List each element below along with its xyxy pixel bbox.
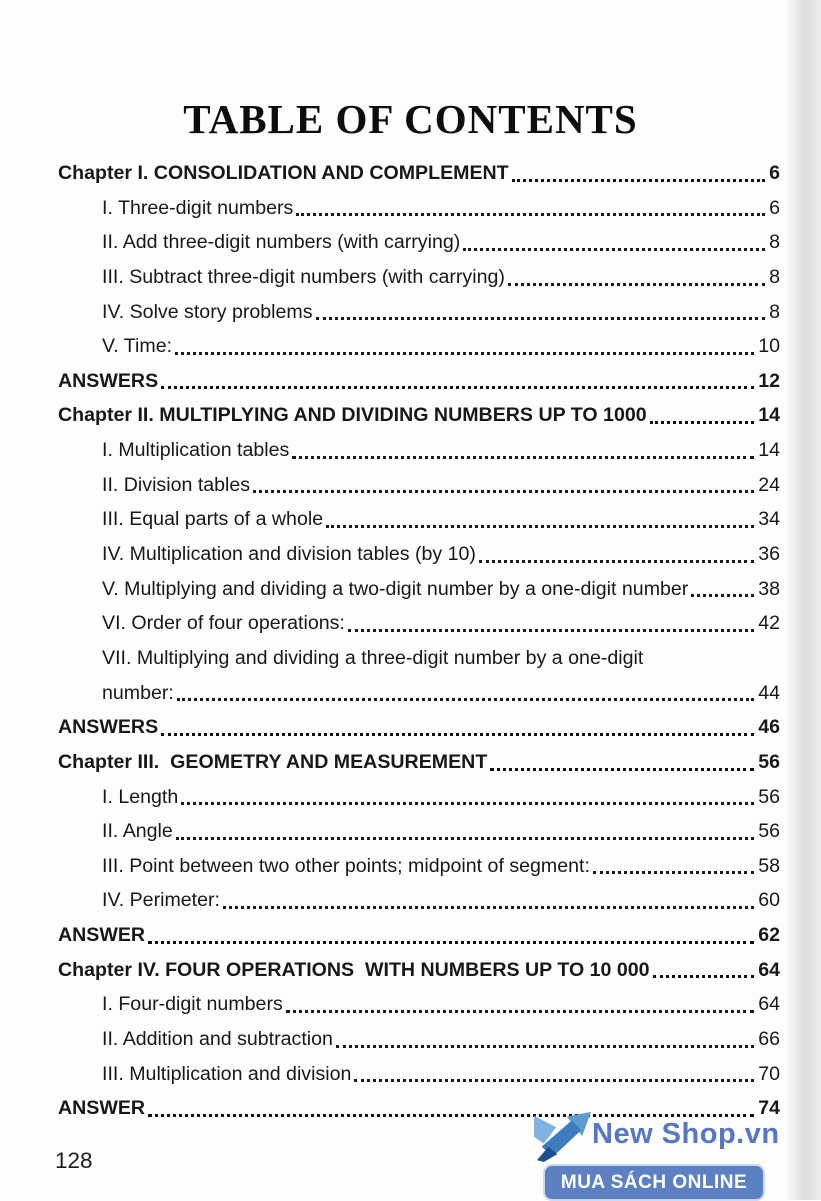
toc-entry-item [58,1022,780,1057]
toc-entry-item [58,191,780,226]
toc-entry-label: IV. Solve story problems [102,300,313,323]
dot-leader [650,421,755,424]
toc-entry-page-number: 36 [758,543,780,566]
toc-entry-item [58,676,780,711]
dot-leader [175,352,754,355]
toc-entry-chapter [58,156,780,191]
toc-entry-label: II. Add three-digit numbers (with carrying) [102,231,461,254]
dot-leader [181,802,754,805]
toc-entry-page-number: 6 [769,196,780,219]
newshop-watermark [530,1104,800,1200]
toc-entry-label: ANSWERS [58,716,159,739]
folio-page-number: 128 [55,1148,93,1173]
toc-entry-chapter [58,398,780,433]
newshop-arrow-icon [534,1108,592,1162]
dot-leader [479,560,754,563]
dot-leader [512,179,765,182]
toc-entry-label: I. Multiplication tables [102,439,290,462]
toc-entry-answers [58,710,780,745]
toc-entry-label: number: [102,681,174,704]
toc-entry-page-number: 24 [758,473,780,496]
toc-entry-item [58,883,780,918]
toc-entry-page-number: 10 [758,335,780,358]
dot-leader [286,1010,754,1013]
dot-leader [253,490,754,493]
toc-entry-answers [58,364,780,399]
toc-entry-label: III. Subtract three-digit numbers (with carrying) [102,265,505,288]
dot-leader [593,871,754,874]
mua-sach-online-button: MUA SÁCH ONLINE [543,1164,765,1201]
dot-leader [177,698,754,701]
toc-entry-item [58,780,780,815]
toc-entry-page-number: 56 [758,820,780,843]
dot-leader [161,386,754,389]
toc-entry-label: Chapter I. CONSOLIDATION AND COMPLEMENT [58,162,509,184]
toc-entry-item [58,433,780,468]
page-title: TABLE OF CONTENTS [183,96,638,143]
toc-entry-page-number: 58 [758,854,780,877]
toc-entry-page-number: 8 [769,265,780,288]
dot-leader [508,283,765,286]
dot-leader [653,975,755,978]
toc-entry-page-number: 70 [758,1062,780,1085]
scan-edge-shadow [785,0,821,1200]
dot-leader [348,629,754,632]
toc-entry-page-number: 56 [758,785,780,808]
dot-leader [691,594,754,597]
toc-entry-page-number: 42 [758,612,780,635]
toc-entry-page-number: 46 [758,716,780,739]
toc-entry-label: V. Multiplying and dividing a two-digit number by a one-digit number [102,577,689,600]
dot-leader [223,906,754,909]
toc-entry-label: III. Point between two other points; midpoint of segment: [102,854,590,877]
dot-leader [326,525,754,528]
toc-entry-page-number: 8 [769,231,780,254]
toc-entry-page-number: 38 [758,577,780,600]
toc-entry-page-number: 8 [769,300,780,323]
toc-entry-item [58,572,780,607]
toc-entry-label: II. Angle [102,820,173,843]
toc-entry-item [58,295,780,330]
toc-entry-label: I. Four-digit numbers [102,993,283,1016]
toc-entry-item [58,502,780,537]
toc-entry-page-number: 64 [758,993,780,1016]
toc-entry-page-number: 44 [758,681,780,704]
dot-leader [176,837,754,840]
toc-entry-label: IV. Multiplication and division tables (by 10) [102,543,476,566]
toc-entry-item [58,849,780,884]
dot-leader [336,1045,754,1048]
toc-entry-label: Chapter III. GEOMETRY AND MEASUREMENT [58,750,488,773]
toc-entry-page-number: 74 [758,1097,780,1120]
toc-entry-label: II. Division tables [102,473,251,496]
toc-entry-label: I. Three-digit numbers [102,196,294,219]
dot-leader [161,733,754,736]
toc-entry-label: ANSWER [58,1097,146,1120]
toc-entry-page-number: 64 [758,958,780,981]
dot-leader [296,213,765,216]
toc-entry-item [58,641,780,676]
toc-entry-page-number: 62 [758,924,780,947]
dot-leader [316,317,766,320]
toc-entry-chapter [58,953,780,988]
toc-entry-page-number: 14 [758,404,780,427]
toc-entry-item [58,987,780,1022]
toc-entry-item [58,814,780,849]
toc-entry-item [58,1057,780,1092]
dot-leader [292,456,754,459]
toc-entry-label: V. Time: [102,335,173,358]
toc-entry-item [58,329,780,364]
toc-entry-label: IV. Perimeter: [102,889,220,912]
toc-entry-label: Chapter IV. FOUR OPERATIONS WITH NUMBERS UP TO 10 000 [58,958,650,981]
toc-entry-page-number: 12 [758,369,780,392]
toc-entry-label: III. Equal parts of a whole [102,508,324,531]
toc-entry-item [58,260,780,295]
dot-leader [490,768,754,771]
toc-entry-item [58,606,780,641]
toc-entry-label: III. Multiplication and division [102,1062,352,1085]
toc-entry-label: VII. Multiplying and dividing a three-digit number by a one-digit [102,646,644,669]
toc-entry-page-number: 14 [758,439,780,462]
dot-leader [148,941,754,944]
dot-leader [354,1079,754,1082]
toc-entry-page-number: 34 [758,508,780,531]
toc-entry-label: VI. Order of four operations: [102,612,345,635]
toc-entry-item [58,537,780,572]
toc-list [58,156,780,1126]
toc-entry-item [58,468,780,503]
toc-entry-label: Chapter II. MULTIPLYING AND DIVIDING NUMBERS UP TO 1000 [58,404,647,427]
dot-leader [463,248,765,251]
toc-entry-chapter [58,745,780,780]
toc-entry-page-number: 66 [758,1028,780,1051]
toc-entry-page-number: 60 [758,889,780,912]
toc-entry-label: ANSWERS [58,369,159,392]
toc-entry-page-number: 6 [769,162,780,184]
toc-entry-answers [58,918,780,953]
newshop-brand-text: New Shop.vn [592,1118,780,1150]
toc-entry-page-number: 56 [758,750,780,773]
toc-entry-label: I. Length [102,785,179,808]
toc-entry-label: ANSWER [58,924,146,947]
toc-entry-label: II. Addition and subtraction [102,1028,333,1051]
toc-entry-item [58,225,780,260]
